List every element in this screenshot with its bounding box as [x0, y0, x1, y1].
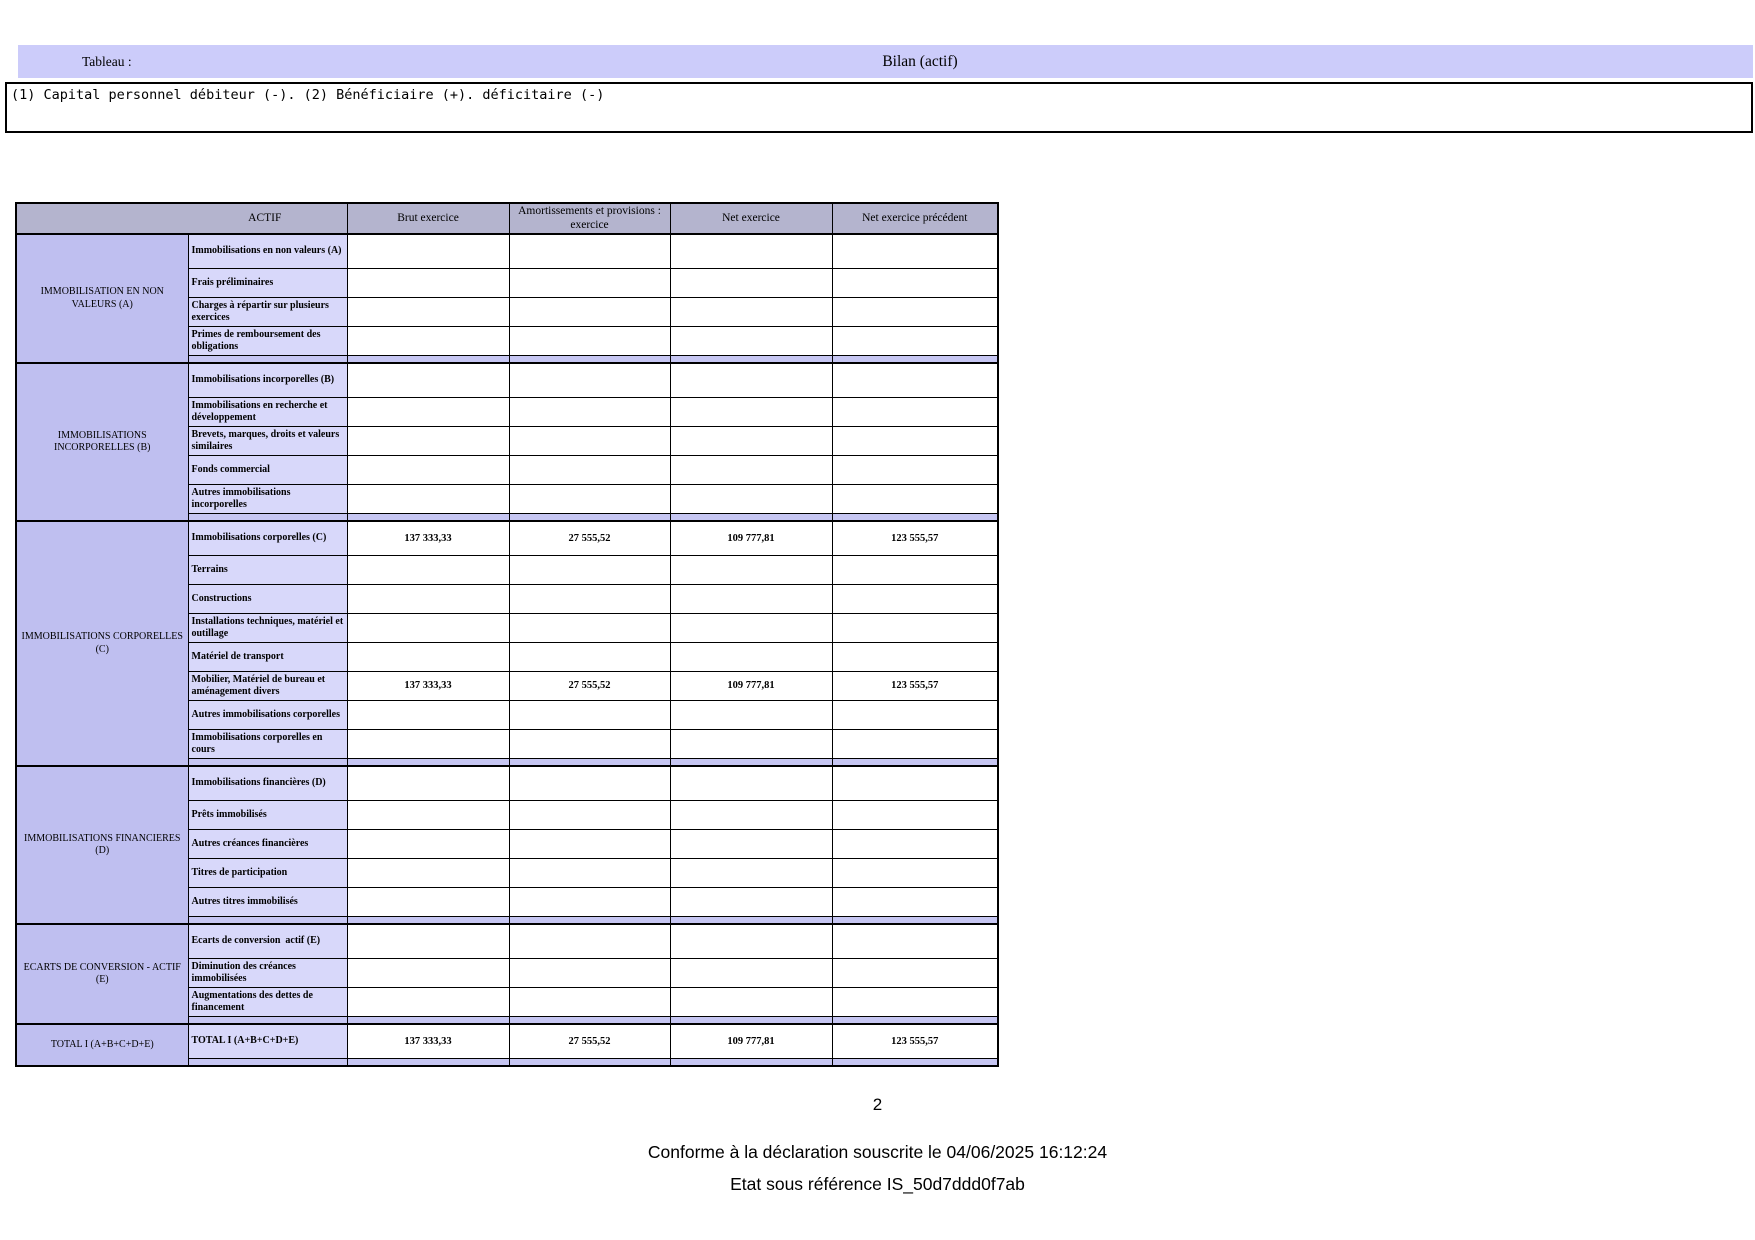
- value-cell: [347, 700, 509, 729]
- value-cell: [670, 858, 832, 887]
- value-cell: [832, 924, 998, 958]
- page-number: 2: [872, 1095, 883, 1114]
- separator-cell: [670, 355, 832, 363]
- value-cell: [509, 887, 670, 916]
- separator-cell: [832, 758, 998, 766]
- separator-cell: [509, 916, 670, 924]
- row-label-cell: Installations techniques, matériel et outillage: [188, 613, 347, 642]
- separator-cell: [347, 355, 509, 363]
- value-cell: [670, 326, 832, 355]
- row-label-cell: Constructions: [188, 584, 347, 613]
- separator-cell: [832, 916, 998, 924]
- value-cell: [670, 700, 832, 729]
- value-cell: [509, 858, 670, 887]
- table-row: [16, 234, 998, 268]
- total-value-cell: 109 777,81: [670, 1024, 832, 1058]
- value-cell: 123 555,57: [832, 671, 998, 700]
- value-cell: [832, 987, 998, 1016]
- value-cell: [832, 729, 998, 758]
- value-cell: [347, 426, 509, 455]
- value-cell: [347, 268, 509, 297]
- total-value-cell: 123 555,57: [832, 1024, 998, 1058]
- separator-cell: [347, 916, 509, 924]
- value-cell: [670, 484, 832, 513]
- value-cell: [832, 700, 998, 729]
- separator-cell: [347, 1016, 509, 1024]
- total-group-cell: TOTAL I (A+B+C+D+E): [16, 1024, 188, 1066]
- row-label-cell: Prêts immobilisés: [188, 800, 347, 829]
- separator-cell: [670, 916, 832, 924]
- row-label-cell: Charges à répartir sur plusieurs exercices: [188, 297, 347, 326]
- value-cell: [832, 455, 998, 484]
- total-row: [16, 1024, 998, 1058]
- separator-cell: [509, 355, 670, 363]
- group-cell: IMMOBILISATIONS INCORPORELLES (B): [16, 363, 188, 521]
- value-cell: [670, 613, 832, 642]
- separator-cell: [832, 1058, 998, 1066]
- separator-cell: [188, 1016, 347, 1024]
- row-label-cell: Immobilisations corporelles en cours: [188, 729, 347, 758]
- value-cell: [832, 829, 998, 858]
- value-cell: [509, 729, 670, 758]
- value-cell: [670, 363, 832, 397]
- value-cell: [670, 234, 832, 268]
- value-cell: [832, 363, 998, 397]
- row-label-cell: Diminution des créances immobilisées: [188, 958, 347, 987]
- value-cell: [347, 958, 509, 987]
- value-cell: [509, 800, 670, 829]
- separator-cell: [509, 513, 670, 521]
- value-cell: [347, 729, 509, 758]
- table-row: [16, 521, 998, 555]
- value-cell: [832, 858, 998, 887]
- column-header-actif: ACTIF: [16, 203, 347, 234]
- value-cell: [347, 924, 509, 958]
- value-cell: [509, 584, 670, 613]
- value-cell: [509, 555, 670, 584]
- value-cell: [832, 234, 998, 268]
- value-cell: [509, 363, 670, 397]
- value-cell: [347, 987, 509, 1016]
- value-cell: [670, 924, 832, 958]
- separator-cell: [509, 758, 670, 766]
- separator-cell: [347, 1058, 509, 1066]
- separator-cell: [670, 1016, 832, 1024]
- separator-cell: [832, 355, 998, 363]
- value-cell: [670, 987, 832, 1016]
- separator-cell: [188, 513, 347, 521]
- value-cell: [347, 858, 509, 887]
- value-cell: [832, 397, 998, 426]
- value-cell: 109 777,81: [670, 671, 832, 700]
- value-cell: [509, 268, 670, 297]
- row-label-cell: Brevets, marques, droits et valeurs similaires: [188, 426, 347, 455]
- row-label-cell: Ecarts de conversion actif (E): [188, 924, 347, 958]
- value-cell: [347, 800, 509, 829]
- value-cell: 123 555,57: [832, 521, 998, 555]
- value-cell: [509, 829, 670, 858]
- row-label-cell: Autres titres immobilisés: [188, 887, 347, 916]
- row-label-cell: Mobilier, Matériel de bureau et aménagement divers: [188, 671, 347, 700]
- value-cell: [509, 958, 670, 987]
- value-cell: [509, 297, 670, 326]
- row-label-cell: Autres immobilisations corporelles: [188, 700, 347, 729]
- value-cell: [509, 766, 670, 800]
- value-cell: 27 555,52: [509, 521, 670, 555]
- value-cell: [509, 455, 670, 484]
- value-cell: [347, 455, 509, 484]
- value-cell: [509, 700, 670, 729]
- value-cell: [670, 887, 832, 916]
- value-cell: [509, 234, 670, 268]
- value-cell: [347, 887, 509, 916]
- value-cell: [509, 642, 670, 671]
- separator-cell: [188, 758, 347, 766]
- value-cell: [670, 766, 832, 800]
- value-cell: [832, 887, 998, 916]
- row-label-cell: Primes de remboursement des obligations: [188, 326, 347, 355]
- page-title: Bilan (actif): [882, 52, 958, 70]
- page-footer: [0, 1095, 1755, 1195]
- value-cell: [509, 426, 670, 455]
- row-label-cell: Autres immobilisations incorporelles: [188, 484, 347, 513]
- column-header: Brut exercice: [347, 203, 509, 234]
- value-cell: [670, 584, 832, 613]
- value-cell: [832, 268, 998, 297]
- value-cell: [832, 484, 998, 513]
- value-cell: [347, 397, 509, 426]
- note-box: [5, 82, 1753, 133]
- value-cell: [670, 958, 832, 987]
- column-header: Net exercice: [670, 203, 832, 234]
- row-label-cell: Immobilisations en recherche et développement: [188, 397, 347, 426]
- value-cell: [670, 268, 832, 297]
- group-cell: IMMOBILISATIONS FINANCIERES (D): [16, 766, 188, 924]
- table-row: [16, 363, 998, 397]
- value-cell: [509, 924, 670, 958]
- separator-cell: [670, 513, 832, 521]
- value-cell: [832, 426, 998, 455]
- row-label-cell: Immobilisations corporelles (C): [188, 521, 347, 555]
- separator-cell: [188, 1058, 347, 1066]
- table-body: [16, 234, 998, 1066]
- value-cell: [509, 326, 670, 355]
- row-label-cell: Immobilisations en non valeurs (A): [188, 234, 347, 268]
- value-cell: 109 777,81: [670, 521, 832, 555]
- value-cell: [347, 297, 509, 326]
- table-row: [16, 766, 998, 800]
- value-cell: [347, 829, 509, 858]
- value-cell: [670, 455, 832, 484]
- total-label-cell: TOTAL I (A+B+C+D+E): [188, 1024, 347, 1058]
- value-cell: [832, 958, 998, 987]
- separator-cell: [347, 513, 509, 521]
- row-label-cell: Immobilisations incorporelles (B): [188, 363, 347, 397]
- value-cell: [347, 555, 509, 584]
- value-cell: [347, 766, 509, 800]
- value-cell: [670, 829, 832, 858]
- header-row: [16, 203, 998, 234]
- group-cell: IMMOBILISATIONS CORPORELLES (C): [16, 521, 188, 766]
- value-cell: [832, 613, 998, 642]
- row-label-cell: Autres créances financières: [188, 829, 347, 858]
- value-cell: 27 555,52: [509, 671, 670, 700]
- value-cell: [670, 297, 832, 326]
- value-cell: [347, 584, 509, 613]
- separator-cell: [347, 758, 509, 766]
- row-label-cell: Terrains: [188, 555, 347, 584]
- value-cell: [347, 363, 509, 397]
- value-cell: [832, 800, 998, 829]
- total-value-cell: 27 555,52: [509, 1024, 670, 1058]
- value-cell: [670, 397, 832, 426]
- value-cell: [670, 800, 832, 829]
- value-cell: [509, 397, 670, 426]
- value-cell: [509, 484, 670, 513]
- separator-cell: [188, 355, 347, 363]
- value-cell: [670, 729, 832, 758]
- separator-cell: [832, 1016, 998, 1024]
- row-label-cell: Immobilisations financières (D): [188, 766, 347, 800]
- value-cell: [832, 326, 998, 355]
- note-text: (1) Capital personnel débiteur (-). (2) Bénéficiaire (+). déficitaire (-): [11, 87, 605, 103]
- bilan-actif-table: [15, 202, 999, 1067]
- value-cell: [509, 987, 670, 1016]
- value-cell: [832, 297, 998, 326]
- value-cell: [832, 584, 998, 613]
- value-cell: [670, 426, 832, 455]
- separator-cell: [670, 758, 832, 766]
- row-label-cell: Frais préliminaires: [188, 268, 347, 297]
- value-cell: [832, 766, 998, 800]
- value-cell: 137 333,33: [347, 671, 509, 700]
- value-cell: [347, 234, 509, 268]
- group-cell: IMMOBILISATION EN NON VALEURS (A): [16, 234, 188, 363]
- row-label-cell: Fonds commercial: [188, 455, 347, 484]
- title-bar: [18, 45, 1753, 78]
- column-header: Net exercice précédent: [832, 203, 998, 234]
- separator-cell: [509, 1058, 670, 1066]
- value-cell: [670, 642, 832, 671]
- table-row: [16, 924, 998, 958]
- value-cell: [347, 642, 509, 671]
- value-cell: [347, 326, 509, 355]
- value-cell: [347, 613, 509, 642]
- table-head: [16, 203, 998, 234]
- value-cell: [832, 642, 998, 671]
- value-cell: [509, 613, 670, 642]
- value-cell: [347, 484, 509, 513]
- separator-cell: [670, 1058, 832, 1066]
- value-cell: 137 333,33: [347, 521, 509, 555]
- footer-conformity-line: Conforme à la déclaration souscrite le 04/06/2025 16:12:24: [647, 1142, 1108, 1162]
- column-header: Amortissements et provisions : exercice: [509, 203, 670, 234]
- row-label-cell: Augmentations des dettes de financement: [188, 987, 347, 1016]
- row-label-cell: Titres de participation: [188, 858, 347, 887]
- separator-cell: [832, 513, 998, 521]
- value-cell: [670, 555, 832, 584]
- group-cell: ECARTS DE CONVERSION - ACTIF (E): [16, 924, 188, 1024]
- value-cell: [832, 555, 998, 584]
- title-bar-label: Tableau :: [82, 53, 132, 69]
- separator-cell: [509, 1016, 670, 1024]
- footer-reference-line: Etat sous référence IS_50d7ddd0f7ab: [730, 1174, 1025, 1194]
- row-label-cell: Matériel de transport: [188, 642, 347, 671]
- total-value-cell: 137 333,33: [347, 1024, 509, 1058]
- separator-cell: [188, 916, 347, 924]
